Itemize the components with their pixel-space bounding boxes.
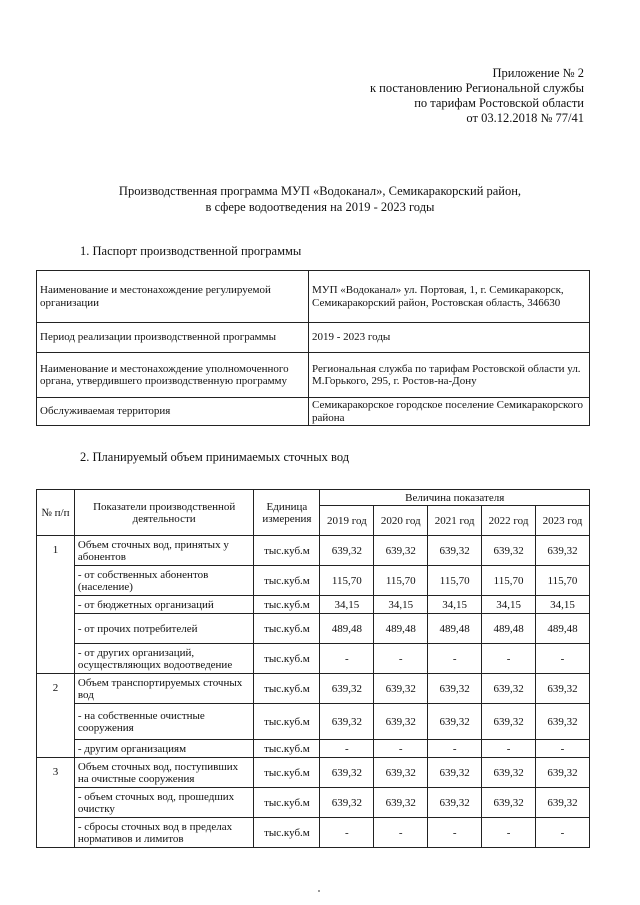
indicator-name: - от собственных абонентов (население) bbox=[74, 566, 254, 596]
scan-mark bbox=[318, 890, 320, 892]
value-cell: - bbox=[374, 818, 428, 848]
value-cell: 639,32 bbox=[374, 674, 428, 704]
value-cell: 489,48 bbox=[482, 614, 536, 644]
indicator-name: - сбросы сточных вод в пределах нормативов и лимитов bbox=[74, 818, 254, 848]
value-cell: 639,32 bbox=[482, 674, 536, 704]
value-cell: - bbox=[482, 818, 536, 848]
row-number: 2 bbox=[37, 674, 75, 758]
value-cell: - bbox=[428, 644, 482, 674]
passport-label: Период реализации производственной программы bbox=[37, 323, 309, 353]
value-cell: 639,32 bbox=[428, 536, 482, 566]
value-cell: 489,48 bbox=[374, 614, 428, 644]
value-cell: 34,15 bbox=[482, 596, 536, 614]
header-year: 2019 год bbox=[320, 506, 374, 536]
table-row bbox=[37, 323, 590, 353]
value-cell: - bbox=[320, 818, 374, 848]
value-cell: 639,32 bbox=[320, 536, 374, 566]
header-year: 2020 год bbox=[374, 506, 428, 536]
value-cell: 639,32 bbox=[428, 704, 482, 740]
value-cell: 639,32 bbox=[320, 788, 374, 818]
header-value: Величина показателя bbox=[320, 490, 590, 506]
appendix-line: к постановлению Региональной службы bbox=[369, 81, 584, 95]
table-row bbox=[37, 398, 590, 426]
value-cell: 34,15 bbox=[374, 596, 428, 614]
table-row bbox=[37, 818, 590, 848]
header-year: 2022 год bbox=[482, 506, 536, 536]
value-cell: - bbox=[536, 740, 590, 758]
title-line: Производственная программа МУП «Водоканал», Семикаракорский район, bbox=[118, 184, 522, 198]
value-cell: 639,32 bbox=[536, 674, 590, 704]
appendix-line: по тарифам Ростовской области bbox=[414, 96, 584, 110]
passport-table bbox=[36, 270, 590, 426]
value-cell: 639,32 bbox=[428, 758, 482, 788]
table-row bbox=[37, 353, 590, 398]
unit-cell: тыс.куб.м bbox=[254, 674, 320, 704]
indicator-name: - от других организаций, осуществляющих водоотведение bbox=[74, 644, 254, 674]
value-cell: 639,32 bbox=[428, 788, 482, 818]
value-cell: - bbox=[428, 818, 482, 848]
value-cell: 34,15 bbox=[536, 596, 590, 614]
unit-cell: тыс.куб.м bbox=[254, 704, 320, 740]
passport-label: Наименование и местонахождение уполномоченного органа, утвердившего производственную программу bbox=[37, 353, 309, 398]
unit-cell: тыс.куб.м bbox=[254, 644, 320, 674]
value-cell: 639,32 bbox=[482, 536, 536, 566]
value-cell: 489,48 bbox=[428, 614, 482, 644]
section-heading-volumes: 2. Планируемый объем принимаемых сточных вод bbox=[80, 450, 350, 464]
value-cell: 639,32 bbox=[536, 536, 590, 566]
table-row bbox=[37, 596, 590, 614]
header-unit: Единица измерения bbox=[254, 490, 320, 536]
value-cell: - bbox=[374, 644, 428, 674]
value-cell: 639,32 bbox=[536, 704, 590, 740]
table-row bbox=[37, 788, 590, 818]
value-cell: 639,32 bbox=[374, 758, 428, 788]
value-cell: 34,15 bbox=[320, 596, 374, 614]
passport-label: Обслуживаемая территория bbox=[37, 398, 309, 426]
value-cell: - bbox=[374, 740, 428, 758]
value-cell: 115,70 bbox=[536, 566, 590, 596]
unit-cell: тыс.куб.м bbox=[254, 758, 320, 788]
passport-value: Семикаракорское городское поселение Семикаракорского района bbox=[309, 398, 590, 426]
unit-cell: тыс.куб.м bbox=[254, 788, 320, 818]
value-cell: 639,32 bbox=[320, 704, 374, 740]
unit-cell: тыс.куб.м bbox=[254, 818, 320, 848]
unit-cell: тыс.куб.м bbox=[254, 596, 320, 614]
indicator-name: - от бюджетных организаций bbox=[74, 596, 254, 614]
indicator-name: Объем транспортируемых сточных вод bbox=[74, 674, 254, 704]
table-row bbox=[37, 674, 590, 704]
unit-cell: тыс.куб.м bbox=[254, 566, 320, 596]
value-cell: 639,32 bbox=[374, 788, 428, 818]
row-number: 1 bbox=[37, 536, 75, 674]
value-cell: 639,32 bbox=[374, 704, 428, 740]
value-cell: 639,32 bbox=[428, 674, 482, 704]
indicator-name: - на собственные очистные сооружения bbox=[74, 704, 254, 740]
table-row bbox=[37, 536, 590, 566]
value-cell: 639,32 bbox=[482, 758, 536, 788]
indicator-name: Объем сточных вод, поступивших на очистные сооружения bbox=[74, 758, 254, 788]
indicator-name: - другим организациям bbox=[74, 740, 254, 758]
value-cell: 115,70 bbox=[320, 566, 374, 596]
value-cell: 34,15 bbox=[428, 596, 482, 614]
value-cell: - bbox=[482, 644, 536, 674]
title-line: в сфере водоотведения на 2019 - 2023 годы bbox=[205, 200, 435, 214]
table-row bbox=[37, 271, 590, 323]
passport-value: МУП «Водоканал» ул. Портовая, 1, г. Семикаракорск, Семикаракорский район, Ростовская область, 346630 bbox=[309, 271, 590, 323]
value-cell: - bbox=[320, 740, 374, 758]
header-num: № п/п bbox=[37, 490, 75, 536]
table-row bbox=[37, 566, 590, 596]
value-cell: 489,48 bbox=[536, 614, 590, 644]
section-heading-passport: 1. Паспорт производственной программы bbox=[80, 244, 302, 258]
value-cell: 639,32 bbox=[320, 758, 374, 788]
indicator-name: - от прочих потребителей bbox=[74, 614, 254, 644]
header-indicator: Показатели производственной деятельности bbox=[74, 490, 254, 536]
value-cell: 115,70 bbox=[482, 566, 536, 596]
table-row bbox=[37, 614, 590, 644]
table-row bbox=[37, 740, 590, 758]
passport-label: Наименование и местонахождение регулируемой организации bbox=[37, 271, 309, 323]
value-cell: 639,32 bbox=[374, 536, 428, 566]
value-cell: 115,70 bbox=[428, 566, 482, 596]
unit-cell: тыс.куб.м bbox=[254, 614, 320, 644]
passport-value: Региональная служба по тарифам Ростовской области ул. М.Горького, 295, г. Ростов-на-Дону bbox=[309, 353, 590, 398]
value-cell: - bbox=[482, 740, 536, 758]
indicator-name: Объем сточных вод, принятых у абонентов bbox=[74, 536, 254, 566]
value-cell: 115,70 bbox=[374, 566, 428, 596]
passport-value: 2019 - 2023 годы bbox=[309, 323, 590, 353]
value-cell: 639,32 bbox=[320, 674, 374, 704]
value-cell: 639,32 bbox=[536, 758, 590, 788]
indicator-name: - объем сточных вод, прошедших очистку bbox=[74, 788, 254, 818]
appendix-block bbox=[370, 66, 584, 126]
value-cell: - bbox=[536, 644, 590, 674]
header-year: 2023 год bbox=[536, 506, 590, 536]
document-title bbox=[0, 183, 640, 215]
value-cell: 489,48 bbox=[320, 614, 374, 644]
value-cell: 639,32 bbox=[482, 788, 536, 818]
appendix-line: от 03.12.2018 № 77/41 bbox=[466, 111, 584, 125]
wastewater-volume-table bbox=[36, 489, 590, 848]
row-number: 3 bbox=[37, 758, 75, 848]
table-row bbox=[37, 758, 590, 788]
value-cell: 639,32 bbox=[536, 788, 590, 818]
appendix-line: Приложение № 2 bbox=[492, 66, 584, 80]
unit-cell: тыс.куб.м bbox=[254, 740, 320, 758]
table-row bbox=[37, 644, 590, 674]
header-year: 2021 год bbox=[428, 506, 482, 536]
unit-cell: тыс.куб.м bbox=[254, 536, 320, 566]
volume-table-body bbox=[37, 536, 590, 848]
value-cell: - bbox=[428, 740, 482, 758]
value-cell: 639,32 bbox=[482, 704, 536, 740]
value-cell: - bbox=[536, 818, 590, 848]
value-cell: - bbox=[320, 644, 374, 674]
table-row bbox=[37, 704, 590, 740]
